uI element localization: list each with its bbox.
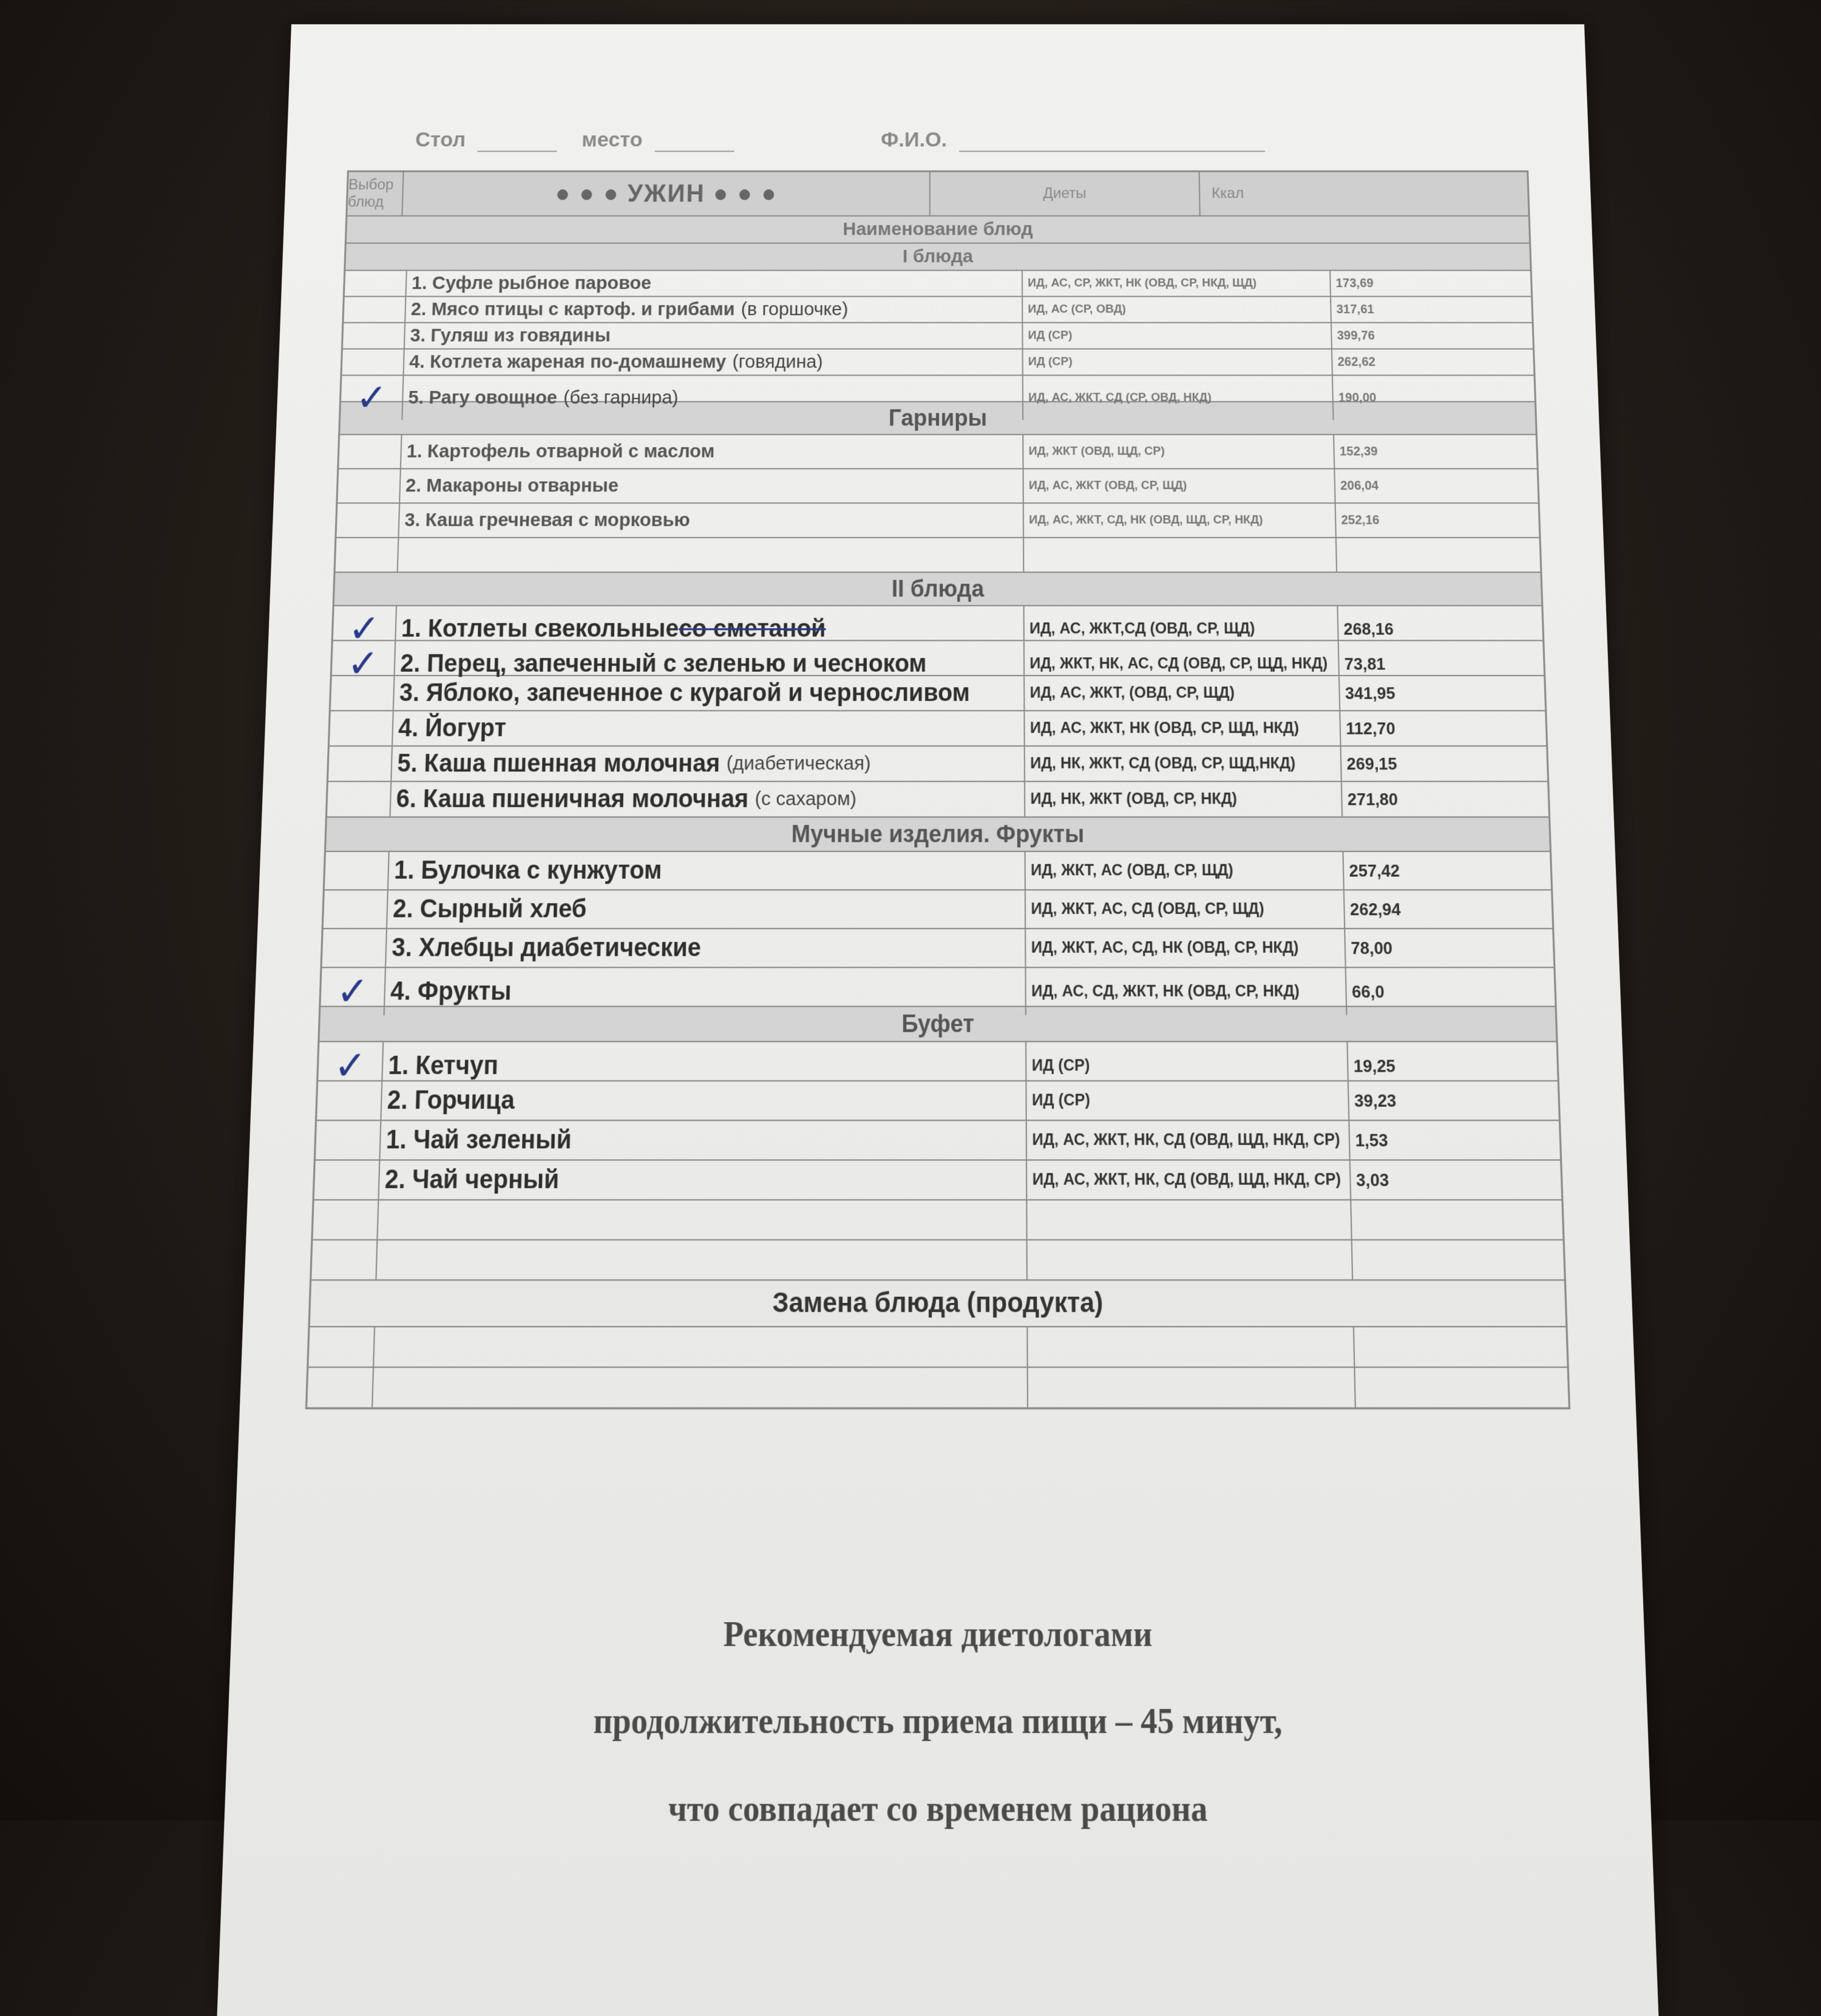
menu-item-row[interactable] — [342, 350, 1533, 376]
dish-name-text: 5. Рагу овощное — [408, 387, 558, 408]
choice-cell[interactable] — [327, 782, 392, 816]
check-mark-icon: ✓ — [333, 1042, 367, 1090]
footer-line-3: что совпадает со временем рациона — [668, 1787, 1208, 1829]
diet-codes: ИД, АС, ЖКТ,СД (ОВД, СР, ЩД) — [1025, 606, 1339, 652]
replacement-row[interactable] — [308, 1327, 1567, 1368]
buffet-section — [317, 1042, 1559, 1121]
dish-note: (говядина) — [732, 351, 823, 373]
dish-note: (с сахаром) — [755, 788, 857, 810]
dish-name — [385, 968, 1026, 1015]
second-course-heading: II блюда — [334, 573, 1542, 606]
dish-name-text: 2. Горчица — [387, 1086, 515, 1115]
dish-name — [405, 323, 1023, 348]
drinks-section — [314, 1121, 1562, 1200]
footer-note — [223, 1591, 1653, 1853]
dish-name-text: 2. Сырный хлеб — [392, 895, 587, 923]
dish-name — [392, 746, 1025, 780]
kcal-value: 1,53 — [1355, 1129, 1388, 1151]
first-course-heading: I блюда — [345, 244, 1530, 271]
menu-item-row[interactable] — [332, 641, 1544, 687]
choice-cell[interactable] — [331, 676, 395, 710]
dish-names-heading: Наименование блюд — [347, 217, 1529, 244]
menu-title: ● ● ● УЖИН ● ● ● — [402, 172, 931, 215]
choice-cell[interactable] — [320, 968, 386, 1015]
menu-item-row[interactable] — [328, 746, 1547, 782]
dish-note: (без гарнира) — [563, 387, 679, 408]
replacement-heading: Замена блюда (продукта) — [310, 1280, 1566, 1327]
choice-cell[interactable] — [342, 350, 405, 374]
choice-cell[interactable] — [325, 852, 390, 889]
diet-codes: ИД, АС, ЖКТ, НК, СД (ОВД, ЩД, НКД, СР) — [1027, 1161, 1351, 1199]
menu-item-row[interactable] — [336, 504, 1539, 538]
place-label: место — [582, 128, 643, 152]
dish-name-text: 2. Мясо птицы с картоф. и грибами — [410, 299, 735, 320]
diet-codes: ИД, АС, СД, ЖКТ, НК (ОВД, СР, НКД) — [1026, 968, 1348, 1015]
dish-name-text: 3. Гуляш из говядины — [410, 325, 611, 346]
menu-header — [347, 172, 1528, 217]
dish-name — [379, 1161, 1028, 1199]
dish-name-text: 3. Каша гречневая с морковью — [404, 509, 691, 531]
empty-row — [336, 538, 1541, 573]
dish-name-text: 4. Фрукты — [390, 977, 512, 1006]
menu-item-row[interactable] — [324, 891, 1553, 930]
kcal-value: 112,70 — [1345, 718, 1395, 738]
menu-item-row[interactable] — [345, 271, 1531, 297]
kcal-value: 271,80 — [1347, 789, 1399, 809]
menu-item-row[interactable] — [318, 1042, 1557, 1090]
dish-name-text: 1. Суфле рыбное паровое — [411, 272, 652, 294]
name-label: Ф.И.О. — [881, 128, 948, 152]
dish-note: (в горшочке) — [741, 299, 849, 320]
dish-name-text: 6. Каша пшеничная молочная — [396, 785, 749, 813]
dish-name-text: 2. Макароны отварные — [405, 475, 619, 496]
kcal-value: 257,42 — [1349, 860, 1400, 881]
replacement-row[interactable] — [307, 1368, 1568, 1407]
kcal-column-header: Ккал — [1211, 184, 1244, 202]
dish-name-text: 3. Яблоко, запеченное с курагой и черносливом — [399, 679, 970, 707]
name-blank[interactable] — [959, 148, 1265, 152]
choice-cell[interactable] — [337, 504, 401, 537]
check-mark-icon: ✓ — [355, 376, 388, 421]
diet-codes: ИД, ЖКТ, АС (ОВД, СР, ЩД) — [1026, 852, 1345, 889]
diets-column-header: Диеты — [931, 172, 1201, 215]
choice-cell[interactable] — [345, 271, 407, 296]
kcal-value: 152,39 — [1339, 444, 1378, 459]
choice-cell[interactable] — [341, 376, 404, 420]
menu-item-row[interactable] — [320, 968, 1555, 1015]
dish-name-text: 1. Картофель отварной с маслом — [406, 441, 715, 462]
diet-codes: ИД, АС, ЖКТ (ОВД, СР, ЩД) — [1024, 469, 1336, 502]
buffet-heading: Буфет — [319, 1007, 1556, 1043]
empty-row — [311, 1240, 1564, 1280]
diet-codes: ИД, АС (СР, ОВД) — [1023, 297, 1332, 322]
dish-name-text: 1. Чай зеленый — [385, 1125, 572, 1154]
diet-codes: ИД, ЖКТ, АС, СД (ОВД, СР, ЩД) — [1026, 891, 1345, 929]
menu-item-row[interactable] — [343, 323, 1533, 350]
check-mark-icon: ✓ — [347, 606, 381, 652]
diet-codes: ИД, АС, ЖКТ, (ОВД, СР, ЩД) — [1025, 676, 1340, 710]
kcal-value: 78,00 — [1351, 938, 1393, 958]
footer-line-1: Рекомендуемая диетологами — [723, 1613, 1153, 1654]
menu-item-row[interactable] — [322, 929, 1554, 968]
dish-name — [391, 782, 1026, 816]
kcal-value: 317,61 — [1336, 302, 1375, 316]
menu-item-row[interactable] — [330, 711, 1546, 746]
choice-cell[interactable] — [330, 711, 394, 745]
choice-cell[interactable] — [328, 746, 393, 780]
check-mark-icon: ✓ — [346, 641, 380, 687]
menu-item-row[interactable] — [317, 1081, 1559, 1121]
check-mark-icon: ✓ — [336, 968, 370, 1015]
kcal-value: 269,15 — [1346, 753, 1397, 774]
menu-sheet — [217, 24, 1659, 2016]
dish-note: (диабетическая) — [726, 753, 871, 774]
choice-cell[interactable] — [317, 1081, 382, 1120]
choice-cell[interactable] — [339, 435, 402, 468]
menu-table — [305, 171, 1570, 1410]
kcal-value: 262,94 — [1349, 899, 1402, 919]
table-label: Стол — [415, 128, 466, 152]
dish-name-text: 1. Котлеты свекольные — [401, 615, 679, 643]
menu-item-row[interactable] — [314, 1161, 1562, 1201]
dish-name — [400, 469, 1024, 502]
kcal-value: 190,00 — [1338, 390, 1377, 405]
bakery-section — [320, 852, 1555, 1015]
bakery-heading: Мучные изделия. Фрукты — [326, 817, 1550, 852]
empty-row — [313, 1200, 1562, 1240]
dish-name — [386, 929, 1026, 967]
dish-name — [406, 271, 1023, 296]
diet-codes: ИД (СР) — [1026, 1081, 1349, 1120]
kcal-value: 73,81 — [1344, 654, 1386, 674]
choice-cell[interactable] — [324, 891, 388, 929]
kcal-value: 341,95 — [1345, 683, 1395, 703]
diet-codes: ИД, ЖКТ (ОВД, ЩД, СР) — [1023, 435, 1335, 468]
menu-item-row[interactable] — [325, 852, 1551, 890]
dish-name — [388, 852, 1026, 889]
dish-name — [404, 350, 1023, 374]
diet-codes: ИД, АС, ЖКТ, НК (ОВД, СР, ЩД, НКД) — [1025, 711, 1341, 745]
dish-name-text: 1. Кетчуп — [387, 1051, 499, 1080]
choice-cell[interactable] — [314, 1161, 381, 1199]
struck-text: со сметаной — [678, 615, 826, 643]
menu-item-row[interactable] — [316, 1121, 1560, 1160]
footer-line-2: продолжительность приема пищи – 45 минут, — [592, 1700, 1283, 1741]
garnish-heading: Гарниры — [340, 402, 1536, 435]
dish-name — [393, 711, 1025, 745]
dish-name-text: 3. Хлебцы диабетические — [391, 933, 702, 962]
diet-codes: ИД (СР) — [1023, 350, 1333, 374]
garnish-section — [336, 435, 1539, 538]
kcal-value: 399,76 — [1337, 328, 1375, 343]
kcal-value: 19,25 — [1353, 1055, 1396, 1076]
dish-name-text: 2. Перец, запеченный с зеленью и чесноком — [399, 649, 927, 677]
kcal-value: 39,23 — [1354, 1090, 1397, 1111]
kcal-value: 173,69 — [1335, 276, 1374, 290]
dish-name — [394, 676, 1025, 710]
diet-codes: ИД, ЖКТ, НК, АС, СД (ОВД, СР, ЩД, НКД) — [1025, 641, 1340, 687]
menu-item-row[interactable] — [331, 676, 1545, 711]
menu-item-row[interactable] — [333, 606, 1543, 652]
choice-cell[interactable] — [316, 1121, 381, 1159]
choice-cell[interactable] — [343, 323, 405, 348]
dish-name — [405, 297, 1023, 322]
menu-item-row[interactable] — [337, 469, 1538, 504]
menu-item-row[interactable] — [344, 297, 1531, 323]
dish-name — [381, 1121, 1028, 1159]
menu-item-row[interactable] — [339, 435, 1536, 469]
dish-name-text: 4. Котлета жареная по-домашнему — [409, 351, 727, 373]
kcal-value: 206,04 — [1340, 478, 1379, 493]
kcal-value: 66,0 — [1351, 981, 1385, 1002]
menu-item-row[interactable] — [327, 782, 1548, 818]
choice-column-header: Выбор блюд — [347, 172, 404, 215]
choice-cell[interactable] — [337, 469, 401, 502]
dish-name — [401, 435, 1024, 468]
diet-codes: ИД, АС, ЖКТ, НК, СД (ОВД, ЩД, НКД, СР) — [1027, 1121, 1351, 1159]
dish-name — [381, 1081, 1026, 1120]
diet-codes: ИД, НК, ЖКТ, СД (ОВД, СР, ЩД,НКД) — [1025, 746, 1342, 780]
choice-cell[interactable] — [322, 929, 387, 967]
header-fields — [415, 115, 1455, 152]
place-blank[interactable] — [654, 148, 734, 152]
dish-name-text: 2. Чай черный — [384, 1165, 560, 1194]
kcal-value: 3,03 — [1355, 1169, 1389, 1190]
kcal-value: 268,16 — [1343, 618, 1394, 638]
diet-codes: ИД, АС, ЖКТ, СД, НК (ОВД, ЩД, СР, НКД) — [1024, 504, 1337, 537]
dish-name-text: 5. Каша пшенная молочная — [396, 749, 721, 777]
diet-codes: ИД, АС, СР, ЖКТ, НК (ОВД, СР, НКД, ЩД) — [1023, 271, 1331, 296]
dish-name — [387, 891, 1026, 929]
kcal-value: 252,16 — [1341, 513, 1380, 527]
kcal-value: 262,62 — [1337, 354, 1376, 369]
second-course-section — [327, 606, 1548, 817]
table-blank[interactable] — [478, 148, 557, 152]
diet-codes: ИД, ЖКТ, АС, СД, НК (ОВД, СР, НКД) — [1026, 929, 1346, 967]
diet-codes: ИД (СР) — [1023, 323, 1332, 348]
diet-codes: ИД (СР) — [1026, 1042, 1349, 1089]
choice-cell[interactable] — [344, 297, 406, 322]
dish-name-text: 1. Булочка с кунжутом — [393, 856, 662, 885]
dish-name-text: 4. Йогурт — [398, 714, 507, 742]
diet-codes: ИД, АС, ЖКТ, СД (СР, ОВД, НКД) — [1023, 376, 1334, 420]
dish-name — [399, 504, 1024, 537]
diet-codes: ИД, НК, ЖКТ (ОВД, СР, НКД) — [1025, 782, 1343, 816]
